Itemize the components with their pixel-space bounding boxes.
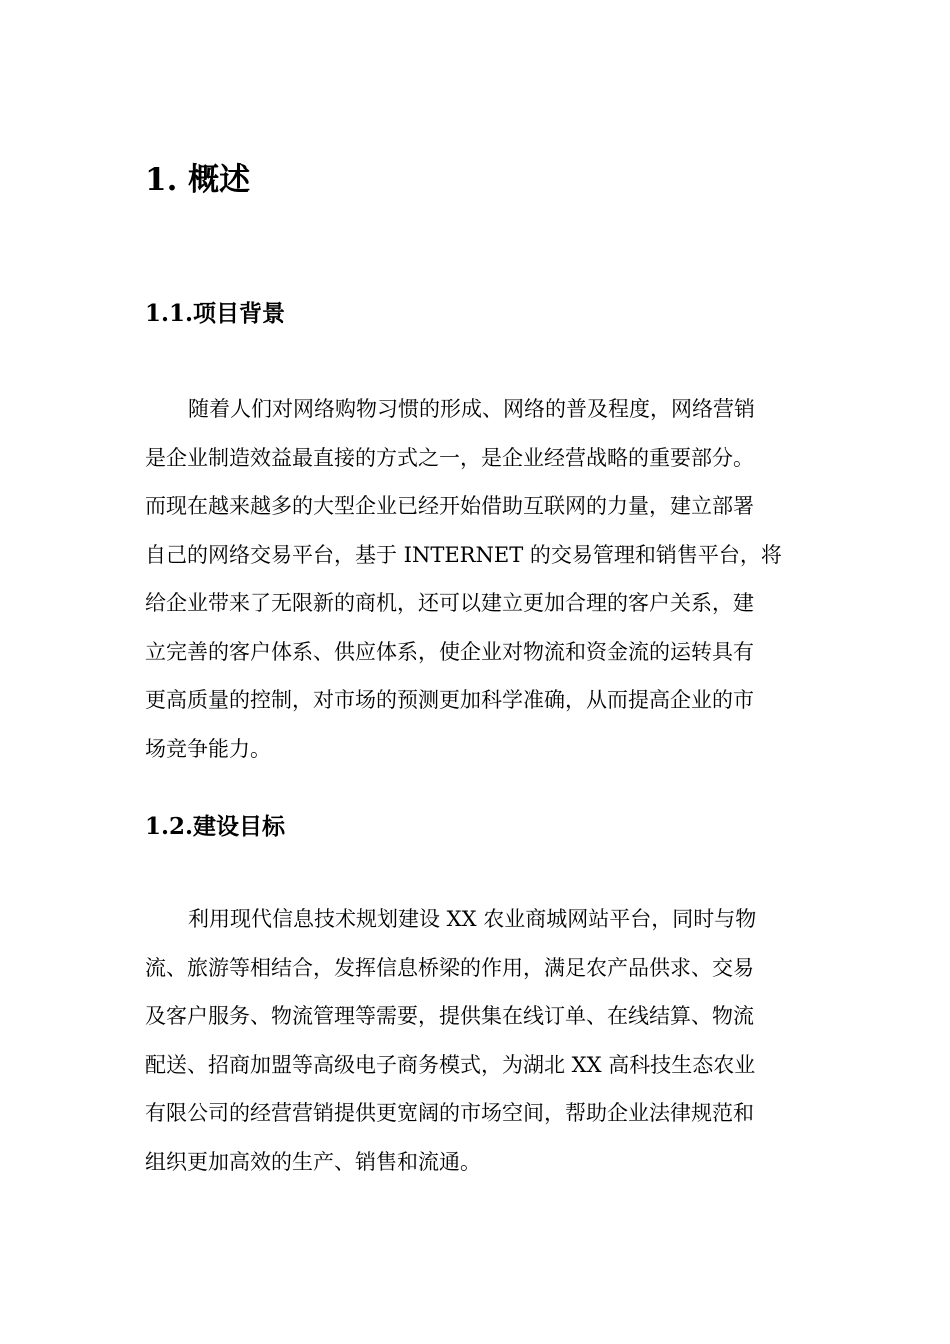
- paragraph-line: 立完善的客户体系、供应体系，使企业对物流和资金流的运转具有: [145, 639, 754, 664]
- paragraph-line: 有限公司的经营营销提供更宽阔的市场空间，帮助企业法律规范和: [145, 1101, 754, 1125]
- paragraph-line: 配送、招商加盟等高级电子商务模式，为湖北 XX 高科技生态农业: [145, 1052, 756, 1077]
- paragraph-line: 组织更加高效的生产、销售和流通。: [145, 1149, 481, 1174]
- paragraph-line: 自己的网络交易平台，基于 INTERNET 的交易管理和销售平台，将: [145, 542, 782, 567]
- paragraph-line: 利用现代信息技术规划建设 XX 农业商城网站平台，同时与物: [188, 907, 757, 931]
- paragraph-line: 而现在越来越多的大型企业已经开始借助互联网的力量，建立部署: [145, 494, 754, 518]
- paragraph-line: 给企业带来了无限新的商机，还可以建立更加合理的客户关系，建: [145, 591, 754, 615]
- paragraph-line: 场竞争能力。: [145, 736, 271, 761]
- paragraph-line: 随着人们对网络购物习惯的形成、网络的普及程度，网络营销: [188, 397, 755, 421]
- paragraph-background: [145, 385, 807, 773]
- paragraph-goals: [145, 895, 807, 1186]
- paragraph-line: 流、旅游等相结合，发挥信息桥梁的作用，满足农产品供求、交易: [145, 955, 754, 980]
- section-heading-background: 1.1.项目背景: [145, 300, 286, 327]
- chapter-heading: 1. 概述: [145, 162, 251, 198]
- paragraph-line: 更高质量的控制，对市场的预测更加科学准确，从而提高企业的市: [145, 688, 754, 712]
- paragraph-line: 是企业制造效益最直接的方式之一，是企业经营战略的重要部分。: [145, 445, 754, 470]
- paragraph-line: 及客户服务、物流管理等需要，提供集在线订单、在线结算、物流: [145, 1004, 754, 1028]
- section-heading-goals: 1.2.建设目标: [145, 813, 286, 840]
